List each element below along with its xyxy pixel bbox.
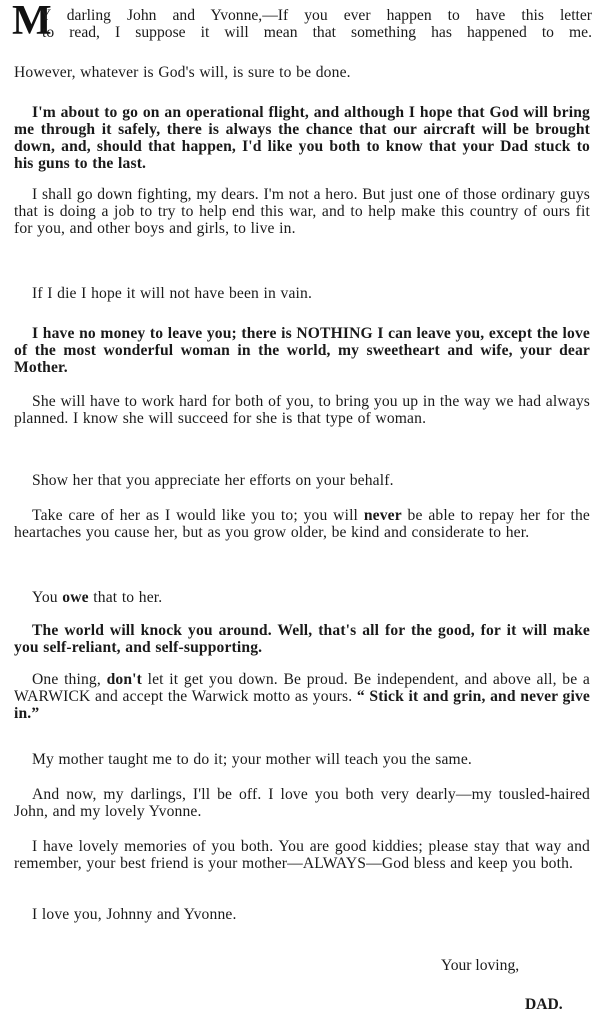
salutation-text	[40, 7, 592, 41]
paragraph-text: However, whatever is God's will, is sure to be done.	[14, 64, 351, 81]
paragraph-text: She will have to work hard for both of you, to bring you up in the way we had always planned. I know she will succeed for she is that type of woman.	[14, 393, 590, 427]
paragraph-text: One thing,	[32, 671, 107, 688]
paragraph-text: Take care of her as I would like you to; you will	[32, 507, 364, 524]
paragraph-text: My mother taught me to do it; your mother will teach you the same.	[32, 751, 472, 768]
paragraph-owe	[14, 589, 590, 606]
paragraph-text: I'm about to go on an operational flight, and although I hope that God will bring me through it safely, there is always the chance that our aircraft will be brought down, and, should that happen, I'd like you both to know that your Dad stuck to his guns to the last.	[14, 104, 590, 172]
paragraph-text: be able to repay her for the heartaches you cause her, but as you grow older, be kind and considerate to her.	[14, 507, 591, 541]
paragraph-not-a-hero	[14, 186, 590, 237]
emphasis-text: owe	[62, 589, 89, 606]
emphasis-text: never	[363, 507, 402, 524]
paragraph-take-care	[14, 507, 590, 541]
paragraph-text: You	[32, 589, 63, 606]
closing-line: Your loving,	[441, 957, 520, 974]
paragraph-work-hard	[14, 393, 590, 427]
paragraph-appreciate	[14, 472, 590, 489]
paragraph-text: I shall go down fighting, my dears. I'm not a hero. But just one of those ordinary guys that is doing a job to try to help end this war, and to help make this country of ours fit for you, and other boys and girls, to live in.	[14, 186, 590, 237]
signature: DAD.	[525, 996, 563, 1013]
paragraph-text: I have no money to leave you; there is NOTHING I can leave you, except the love of the most wonderful woman in the world, my sweetheart and wife, your dear Mother.	[14, 325, 590, 376]
paragraph-not-in-vain	[14, 285, 590, 302]
paragraph-mother-taught	[14, 751, 590, 768]
paragraph-no-money	[14, 325, 590, 376]
paragraph-world-knock	[14, 622, 590, 656]
paragraph-text: And now, my darlings, I'll be off. I love you both very dearly—my tousled-haired John, and my lovely Yvonne.	[14, 786, 590, 820]
paragraph-text: Show her that you appreciate her efforts on your behalf.	[32, 472, 394, 489]
paragraph-lovely-memories	[14, 838, 590, 872]
paragraph-gods-will	[14, 64, 590, 81]
paragraph-operational-flight	[14, 104, 590, 172]
paragraph-text: I love you, Johnny and Yvonne.	[32, 906, 237, 923]
drop-cap-letter: M	[12, 0, 52, 44]
motto-text: “ Stick it and grin, and never give in.”	[14, 688, 591, 722]
paragraph-be-off	[14, 786, 590, 820]
salutation-line-1: Y darling John and Yvonne,—If you ever happen to have this letter	[40, 7, 592, 24]
emphasis-text: don't	[106, 671, 142, 688]
paragraph-text: If I die I hope it will not have been in vain.	[32, 285, 313, 302]
paragraph-text: let it get you down. Be proud. Be independent, and above all, be a WARWICK and accept the Warwick motto as yours.	[14, 671, 590, 705]
paragraph-love-you	[14, 906, 590, 923]
paragraph-warwick-motto	[14, 671, 590, 722]
salutation-line-2: to read, I suppose it will mean that something has happened to me.	[42, 24, 592, 41]
paragraph-text: that to her.	[88, 589, 163, 606]
paragraph-text: The world will knock you around. Well, that's all for the good, for it will make you self-reliant, and self-supporting.	[14, 622, 590, 656]
paragraph-text: I have lovely memories of you both. You are good kiddies; please stay that way and remember, your best friend is your mother—ALWAYS—God bless and keep you both.	[14, 838, 590, 872]
